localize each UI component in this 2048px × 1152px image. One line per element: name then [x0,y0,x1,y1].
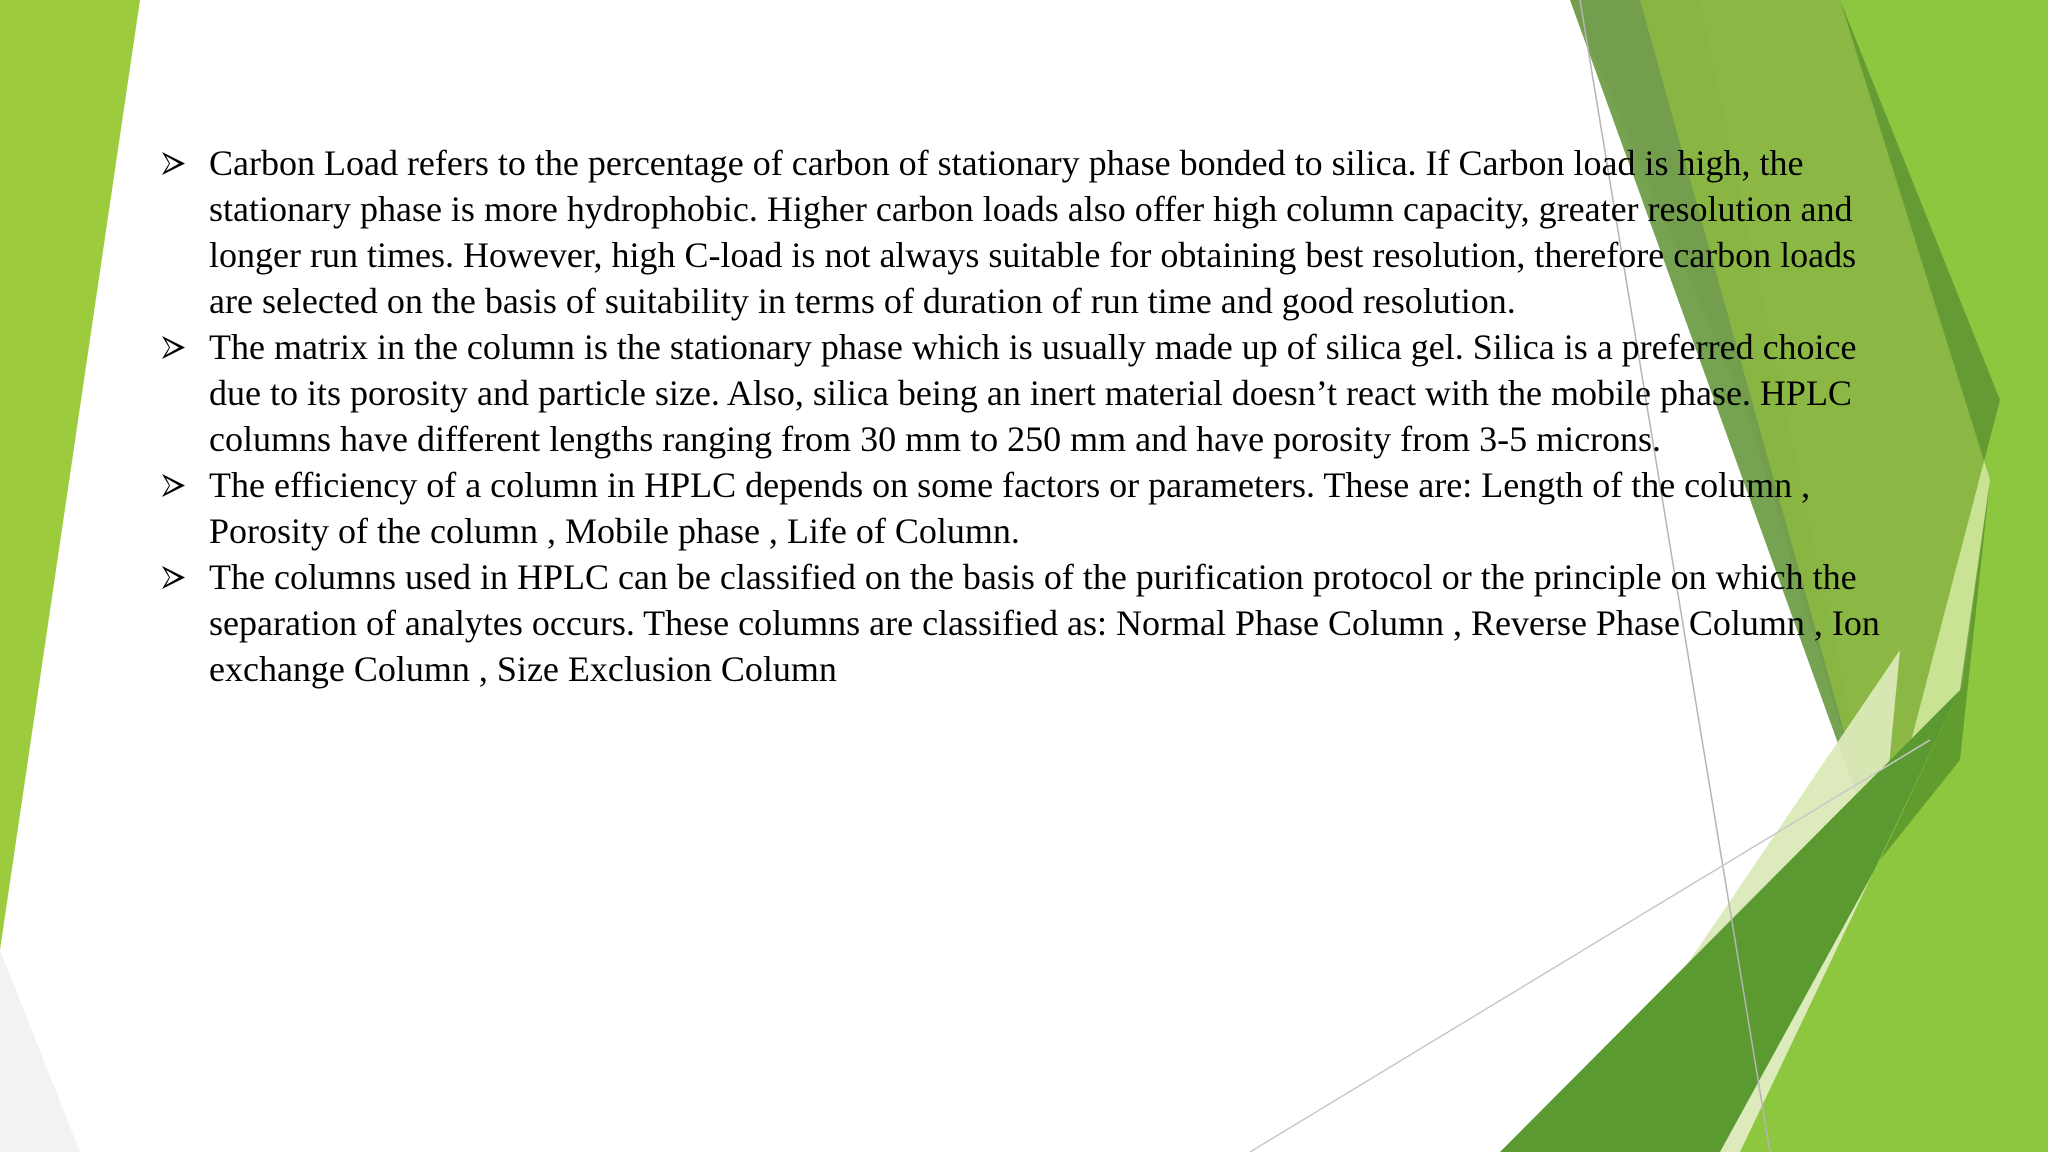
bullet-item-carbon-load [160,140,1880,324]
bullet-item-classification [160,554,1880,692]
arrowhead-bullet-icon [160,472,187,499]
bullet-text: The efficiency of a column in HPLC depends on some factors or parameters. These are: Length of the column , Porosity of the column , Mobile phase , Life of Column. [209,465,1811,551]
left-green-shape [0,0,140,950]
left-grey-panel [0,950,80,1152]
bullet-text: The matrix in the column is the stationary phase which is usually made up of silica gel. Silica is a preferred choice due to its porosity and particle size. Also, silica being an inert material doesn’t react with the mobile phase. HPLC columns have different lengths ranging from 30 mm to 250 mm and have porosity from 3-5 microns. [209,327,1857,459]
bullet-text: Carbon Load refers to the percentage of carbon of stationary phase bonded to silica. If Carbon load is high, the stationary phase is more hydrophobic. Higher carbon loads also offer high column capacity, greater resolution and longer run times. However, high C-load is not always suitable for obtaining best resolution, therefore carbon loads are selected on the basis of suitability in terms of duration of run time and good resolution. [209,143,1857,321]
arrowhead-bullet-icon [160,564,187,591]
bullet-item-efficiency [160,462,1880,554]
bullet-list [160,140,1880,692]
bullet-item-matrix [160,324,1880,462]
bullet-text: The columns used in HPLC can be classified on the basis of the purification protocol or the principle on which the separation of analytes occurs. These columns are classified as: Normal Phase Column , Reverse Phase Column , Ion exchange Column , Size Exclusion Column [209,557,1880,689]
arrowhead-bullet-icon [160,334,187,361]
arrowhead-bullet-icon [160,150,187,177]
